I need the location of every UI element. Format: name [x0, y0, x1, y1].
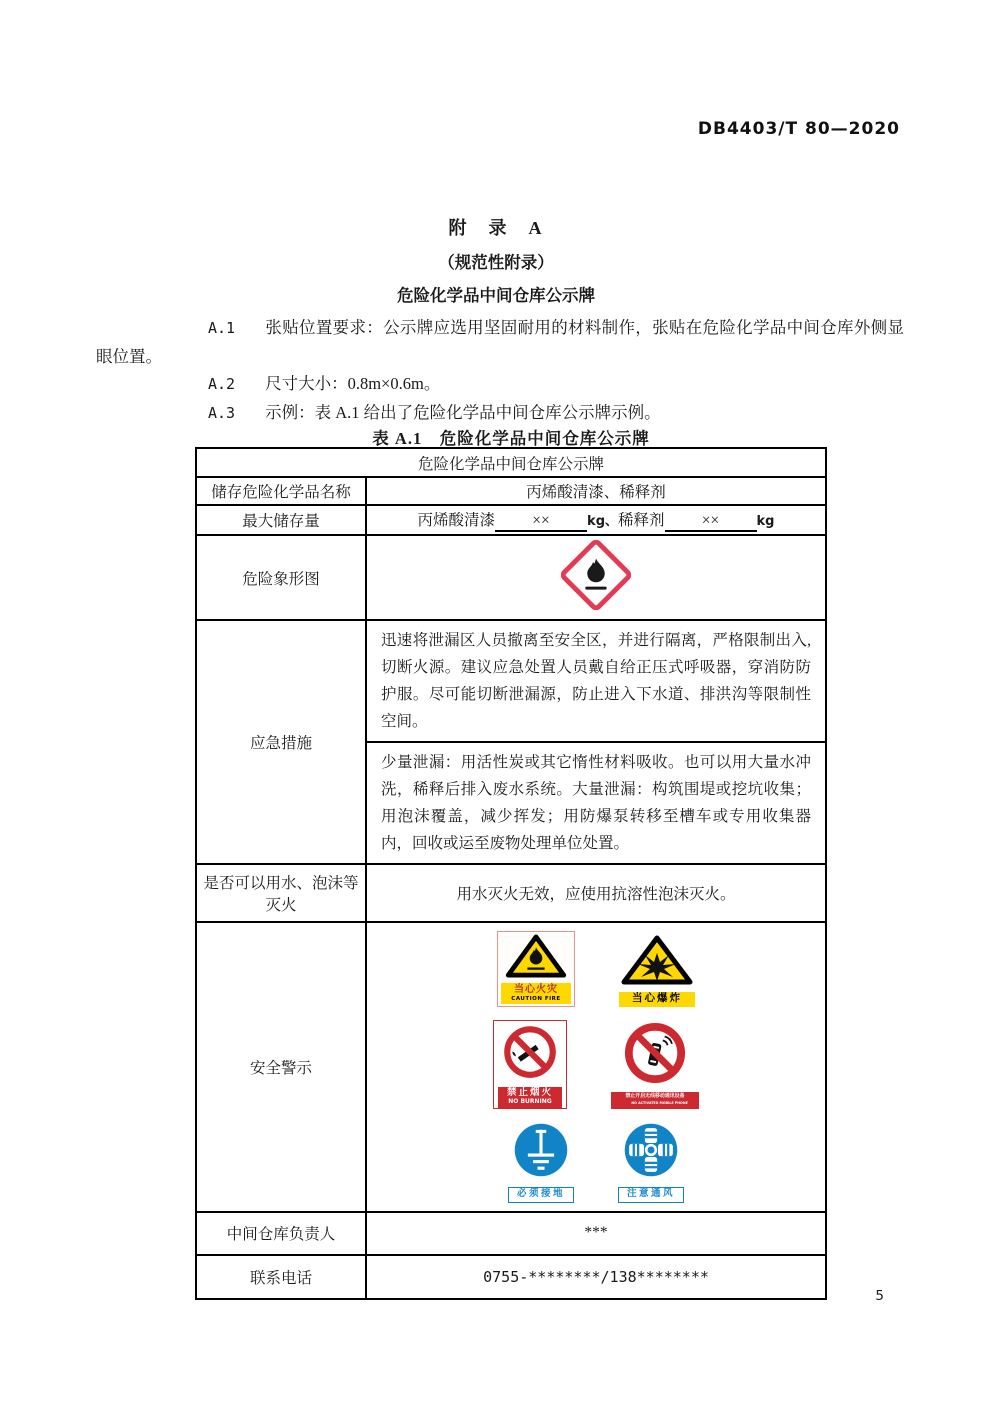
max-storage-fill-1: ×× — [495, 512, 587, 532]
clause-number: A.1 — [208, 319, 236, 337]
notice-board-table — [195, 447, 827, 1300]
caution-fire-label-cn: 当心火灾 — [514, 984, 558, 995]
no-mobile-label-cn: 禁止开启无线移动通讯设备 — [625, 1093, 685, 1099]
max-storage-unit-2: kg — [756, 514, 775, 529]
table-row — [196, 620, 826, 742]
safety-signs-grid — [367, 923, 825, 1211]
table-row — [196, 535, 826, 620]
ventilation-band — [618, 1187, 684, 1203]
prohibition-mobile-phone-icon — [624, 1022, 686, 1089]
no-mobile-band — [611, 1092, 699, 1109]
no-burning-label-en: NO BURNING — [508, 1097, 552, 1105]
max-storage-value — [366, 505, 826, 535]
max-storage-label: 最大储存量 — [196, 505, 366, 535]
clause-a2 — [96, 370, 904, 399]
appendix-title: 附 录 A — [448, 218, 544, 238]
must-ground-sign — [508, 1122, 574, 1203]
max-storage-fill-2: ×× — [665, 512, 757, 532]
standard-code: DB4403/T 80—2020 — [697, 119, 900, 139]
warning-fire-icon — [504, 934, 568, 983]
caution-explosion-label-cn: 当心爆炸 — [632, 992, 682, 1004]
prohibition-cigarette-icon — [502, 1024, 558, 1085]
ghs-flame-pictogram-icon — [561, 597, 631, 614]
emergency-text-2: 少量泄漏：用活性炭或其它惰性材料吸收。也可以用大量水冲洗，稀释后排入废水系统。大量泄漏：构筑围堤或挖坑收集；用泡沫覆盖，减少挥发；用防爆泵转移至槽车或专用收集器内，回收或运至废物处理单位处置。 — [366, 742, 826, 864]
table-row — [196, 1212, 826, 1255]
phone-value: 0755-********/138******** — [366, 1255, 826, 1299]
appendix-title-block — [0, 214, 992, 306]
signs-row-3 — [508, 1122, 684, 1203]
max-storage-prefix-2: 稀释剂 — [618, 512, 665, 529]
max-storage-unit-1: kg、 — [587, 514, 618, 529]
clause-text: 示例：表 A.1 给出了危险化学品中间仓库公示牌示例。 — [265, 402, 661, 422]
caution-explosion-band — [619, 992, 695, 1007]
water-extinguish-value: 用水灭火无效，应使用抗溶性泡沫灭火。 — [366, 864, 826, 922]
clause-a3 — [96, 399, 904, 428]
no-mobile-phone-sign — [611, 1022, 699, 1109]
no-burning-band — [498, 1087, 562, 1108]
clause-number: A.2 — [208, 375, 236, 393]
pictogram-label: 危险象形图 — [196, 535, 366, 620]
no-mobile-label-en: NO ACTIVATED MOBILE PHONE — [631, 1100, 688, 1105]
signs-row-1 — [497, 931, 695, 1007]
ventilation-sign — [618, 1122, 684, 1203]
caution-explosion-sign — [619, 935, 695, 1007]
table-row — [196, 922, 826, 1212]
signs-row-2 — [493, 1020, 699, 1109]
clause-number: A.3 — [208, 403, 236, 422]
emergency-text-1: 迅速将泄漏区人员撤离至安全区，并进行隔离，严格限制出入,切断火源。建议应急处置人员戴自给正压式呼吸器，穿消防防护服。尽可能切断泄漏源，防止进入下水道、排洪沟等限制性空间。 — [366, 620, 826, 742]
table-caption: 表 A.1 危险化学品中间仓库公示牌 — [372, 429, 650, 448]
max-storage-prefix-1: 丙烯酸清漆 — [417, 512, 496, 529]
table-row — [196, 477, 826, 505]
pictogram-cell — [366, 535, 826, 620]
clause-text: 尺寸大小：0.8m×0.6m。 — [265, 374, 441, 393]
table-row — [196, 448, 826, 477]
table-title-cell: 危险化学品中间仓库公示牌 — [196, 448, 826, 477]
appendix-heading: 危险化学品中间仓库公示牌 — [397, 286, 595, 305]
table-row — [196, 505, 826, 535]
emergency-label: 应急措施 — [196, 620, 366, 864]
manager-value: *** — [366, 1212, 826, 1255]
chemical-name-label: 储存危险化学品名称 — [196, 477, 366, 505]
safety-warning-label: 安全警示 — [196, 922, 366, 1212]
caution-fire-label-en: CAUTION FIRE — [511, 995, 561, 1002]
clause-text: 张贴位置要求：公示牌应选用坚固耐用的材料制作，张贴在危险化学品中间仓库外侧显眼位置。 — [96, 318, 904, 366]
clause-list — [96, 314, 904, 427]
no-burning-sign — [493, 1020, 567, 1109]
caution-fire-sign — [497, 931, 575, 1007]
manager-label: 中间仓库负责人 — [196, 1212, 366, 1255]
must-ground-band — [508, 1187, 574, 1203]
water-extinguish-label: 是否可以用水、泡沫等灭火 — [196, 864, 366, 922]
appendix-subtitle: （规范性附录） — [438, 253, 554, 272]
ventilation-label-cn: 注意通风 — [626, 1188, 675, 1199]
phone-label: 联系电话 — [196, 1255, 366, 1299]
warning-explosion-icon — [621, 935, 693, 990]
chemical-name-value: 丙烯酸清漆、稀释剂 — [366, 477, 826, 505]
page-number: 5 — [875, 1288, 884, 1304]
mandatory-ventilation-icon — [623, 1122, 679, 1183]
must-ground-label-cn: 必须接地 — [516, 1188, 565, 1199]
clause-a1 — [96, 314, 904, 370]
table-row — [196, 864, 826, 922]
caution-fire-band — [501, 983, 571, 1004]
mandatory-grounding-icon — [513, 1122, 569, 1183]
no-burning-label-cn: 禁止烟火 — [506, 1087, 553, 1098]
safety-signs-cell — [366, 922, 826, 1212]
table-row — [196, 1255, 826, 1299]
